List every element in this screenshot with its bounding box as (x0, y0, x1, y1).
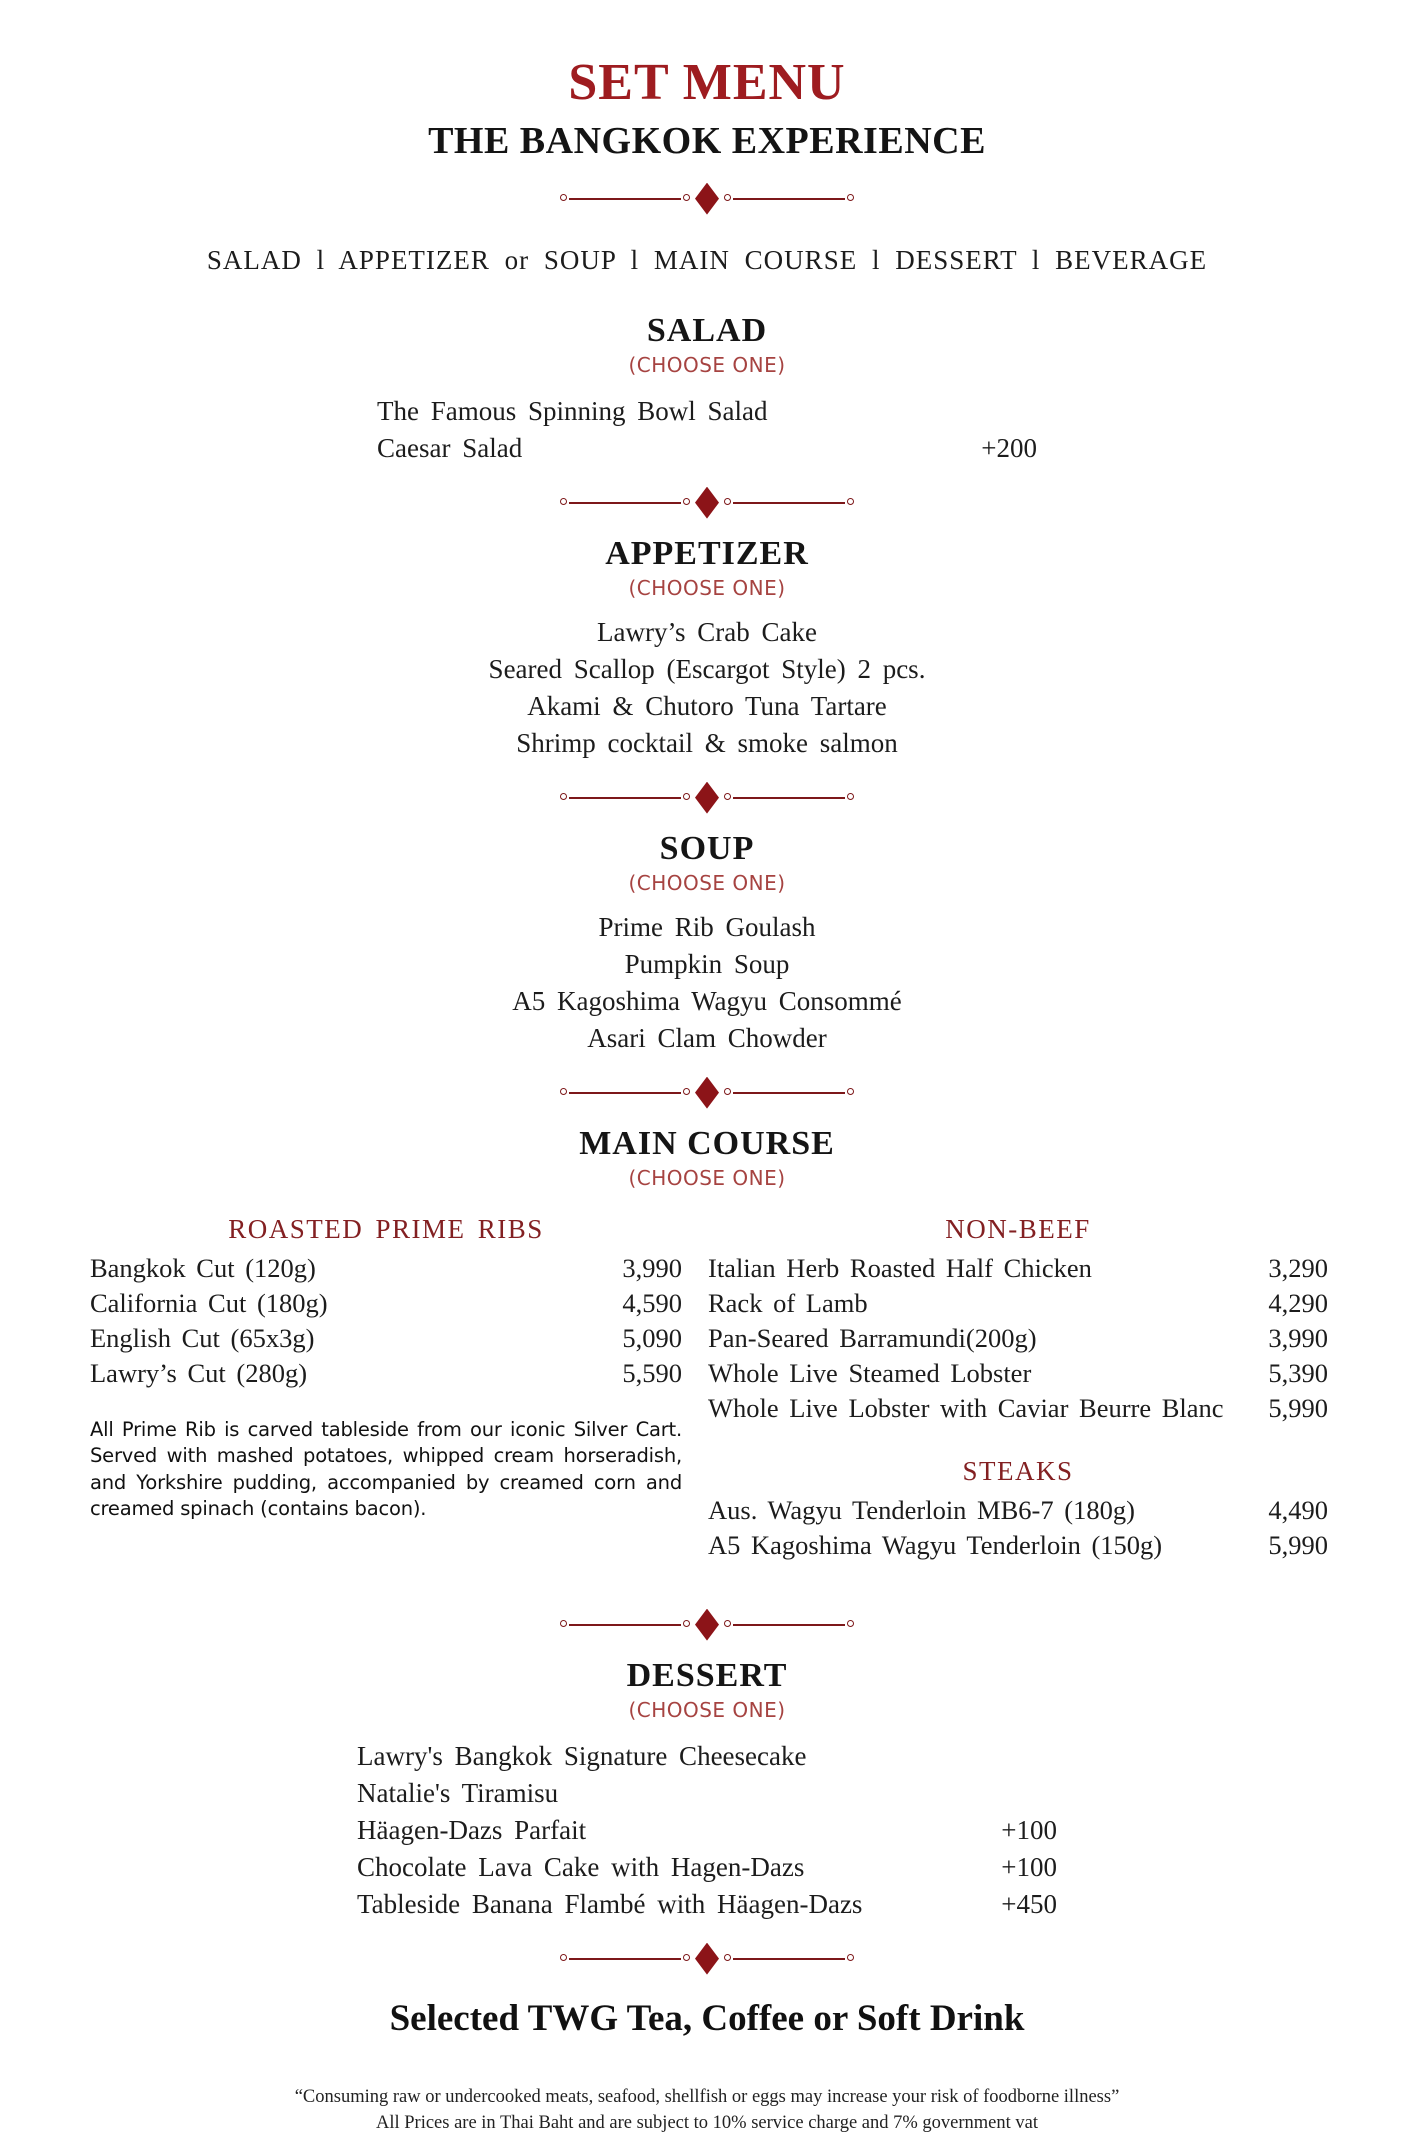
choose-one-label: (CHOOSE ONE) (628, 352, 786, 377)
menu-item-row (377, 430, 1037, 467)
prime-ribs-items (90, 1251, 682, 1391)
prime-rib-note: All Prime Rib is carved tableside from our iconic Silver Cart. Served with mashed potatoes, whipped cream horseradish, and Yorkshire pudding, accompanied by creamed corn and creamed spinach (contains bacon). (90, 1417, 682, 1521)
item-name: English Cut (65x3g) (90, 1322, 315, 1353)
soup-items (0, 909, 1414, 1057)
menu-item-row: Shrimp cocktail & smoke salmon (516, 727, 898, 758)
beverage-heading: Selected TWG Tea, Coffee or Soft Drink (389, 1997, 1025, 2039)
menu-item-row (708, 1251, 1328, 1286)
item-name: Whole Live Lobster with Caviar Beurre Blanc (708, 1392, 1224, 1423)
item-name: Tableside Banana Flambé with Häagen-Dazs (357, 1888, 863, 1919)
diamond-icon (695, 1943, 719, 1975)
menu-item-row (357, 1812, 1057, 1849)
item-name: Italian Herb Roasted Half Chicken (708, 1252, 1092, 1283)
item-name: Whole Live Steamed Lobster (708, 1357, 1032, 1388)
section-heading-appetizer: APPETIZER (605, 534, 809, 572)
item-name: Pan-Seared Barramundi(200g) (708, 1322, 1037, 1353)
menu-item-row: Prime Rib Goulash (598, 911, 816, 942)
item-price: 5,090 (622, 1322, 682, 1353)
menu-item-row (708, 1391, 1328, 1426)
item-price: 5,590 (622, 1357, 682, 1388)
course-summary-line: SALAD l APPETIZER or SOUP l MAIN COURSE l DESSERT l BEVERAGE (206, 244, 1208, 275)
menu-item-row (90, 1251, 682, 1286)
item-name: Caesar Salad (377, 432, 523, 463)
menu-item-row (90, 1286, 682, 1321)
menu-item-row (708, 1356, 1328, 1391)
item-price: 5,990 (1268, 1529, 1328, 1560)
item-price: 3,990 (1268, 1322, 1328, 1353)
appetizer-items (0, 614, 1414, 762)
item-name: Häagen-Dazs Parfait (357, 1814, 587, 1845)
menu-item-row (708, 1528, 1328, 1563)
ornament-line (569, 502, 681, 504)
menu-item-row: Akami & Chutoro Tuna Tartare (527, 690, 887, 721)
column-heading-non-beef: NON-BEEF (945, 1213, 1091, 1244)
choose-one-label: (CHOOSE ONE) (628, 1165, 786, 1190)
column-heading-prime-ribs: ROASTED PRIME RIBS (228, 1213, 544, 1244)
menu-item-row (708, 1286, 1328, 1321)
item-price: +200 (981, 432, 1037, 463)
item-name: The Famous Spinning Bowl Salad (377, 395, 768, 426)
item-price: 3,290 (1268, 1252, 1328, 1283)
section-heading-main-course: MAIN COURSE (579, 1124, 835, 1162)
item-name: Natalie's Tiramisu (357, 1777, 559, 1808)
item-name: Chocolate Lava Cake with Hagen-Dazs (357, 1851, 805, 1882)
dessert-items (357, 1738, 1057, 1923)
item-name: California Cut (180g) (90, 1287, 328, 1318)
column-heading-steaks: STEAKS (962, 1455, 1074, 1486)
diamond-icon (695, 782, 719, 814)
ornament-line (733, 797, 845, 799)
section-heading-dessert: DESSERT (626, 1656, 788, 1694)
non-beef-items (708, 1251, 1328, 1426)
divider-ornament (0, 1609, 1414, 1641)
item-name: Lawry's Bangkok Signature Cheesecake (357, 1740, 807, 1771)
item-price: +100 (1001, 1814, 1057, 1845)
item-name: A5 Kagoshima Wagyu Tenderloin (150g) (708, 1529, 1163, 1560)
menu-item-row (90, 1356, 682, 1391)
item-price: +450 (1001, 1888, 1057, 1919)
item-price: 3,990 (622, 1252, 682, 1283)
menu-item-row (357, 1775, 1057, 1812)
item-price: 5,390 (1268, 1357, 1328, 1388)
section-heading-soup: SOUP (659, 829, 755, 867)
menu-item-row: A5 Kagoshima Wagyu Consommé (512, 985, 902, 1016)
item-name: Lawry’s Cut (280g) (90, 1357, 308, 1388)
item-name: Aus. Wagyu Tenderloin MB6-7 (180g) (708, 1494, 1135, 1525)
diamond-icon (695, 487, 719, 519)
divider-ornament (0, 1943, 1414, 1975)
menu-item-row (357, 1738, 1057, 1775)
section-heading-salad: SALAD (646, 311, 768, 349)
item-price: 4,590 (622, 1287, 682, 1318)
ornament-line (569, 797, 681, 799)
menu-item-row (377, 393, 1037, 430)
divider-ornament (0, 1077, 1414, 1109)
menu-item-row: Pumpkin Soup (624, 948, 790, 979)
diamond-icon (695, 1077, 719, 1109)
menu-item-row (708, 1493, 1328, 1528)
item-name: Rack of Lamb (708, 1287, 868, 1318)
salad-items (377, 393, 1037, 467)
footer-pricing-note: All Prices are in Thai Baht and are subject to 10% service charge and 7% government vat (375, 2112, 1038, 2133)
ornament-line (569, 1092, 681, 1094)
item-price: +100 (1001, 1851, 1057, 1882)
footer-disclaimer: “Consuming raw or undercooked meats, seafood, shellfish or eggs may increase your risk of foodborne illness” (294, 2086, 1120, 2107)
menu-item-row (708, 1321, 1328, 1356)
prime-ribs-column (90, 1214, 682, 1563)
menu-item-row: Asari Clam Chowder (587, 1022, 827, 1053)
choose-one-label: (CHOOSE ONE) (628, 575, 786, 600)
steaks-items (708, 1493, 1328, 1563)
menu-item-row (357, 1849, 1057, 1886)
ornament-line (733, 1624, 845, 1626)
ornament-line (733, 502, 845, 504)
item-price: 5,990 (1268, 1392, 1328, 1423)
steaks-block (708, 1456, 1328, 1563)
page-title: SET MENU (568, 54, 846, 111)
divider-ornament (0, 487, 1414, 519)
divider-ornament (0, 782, 1414, 814)
item-price: 4,290 (1268, 1287, 1328, 1318)
choose-one-label: (CHOOSE ONE) (628, 870, 786, 895)
ornament-line (733, 198, 845, 200)
main-course-columns (0, 1214, 1414, 1563)
ornament-line (569, 1624, 681, 1626)
non-beef-steaks-column (708, 1214, 1328, 1563)
ornament-line (569, 1958, 681, 1960)
divider-ornament (0, 183, 1414, 215)
footer (0, 2084, 1414, 2136)
ornament-line (733, 1958, 845, 1960)
menu-item-row: Seared Scallop (Escargot Style) 2 pcs. (488, 653, 926, 684)
item-price: 4,490 (1268, 1494, 1328, 1525)
diamond-icon (695, 183, 719, 215)
menu-subtitle: THE BANGKOK EXPERIENCE (428, 119, 986, 162)
menu-item-row: Lawry’s Crab Cake (597, 616, 817, 647)
menu-item-row (90, 1321, 682, 1356)
menu-item-row (357, 1886, 1057, 1923)
ornament-line (733, 1092, 845, 1094)
item-name: Bangkok Cut (120g) (90, 1252, 316, 1283)
diamond-icon (695, 1609, 719, 1641)
choose-one-label: (CHOOSE ONE) (628, 1697, 786, 1722)
ornament-line (569, 198, 681, 200)
